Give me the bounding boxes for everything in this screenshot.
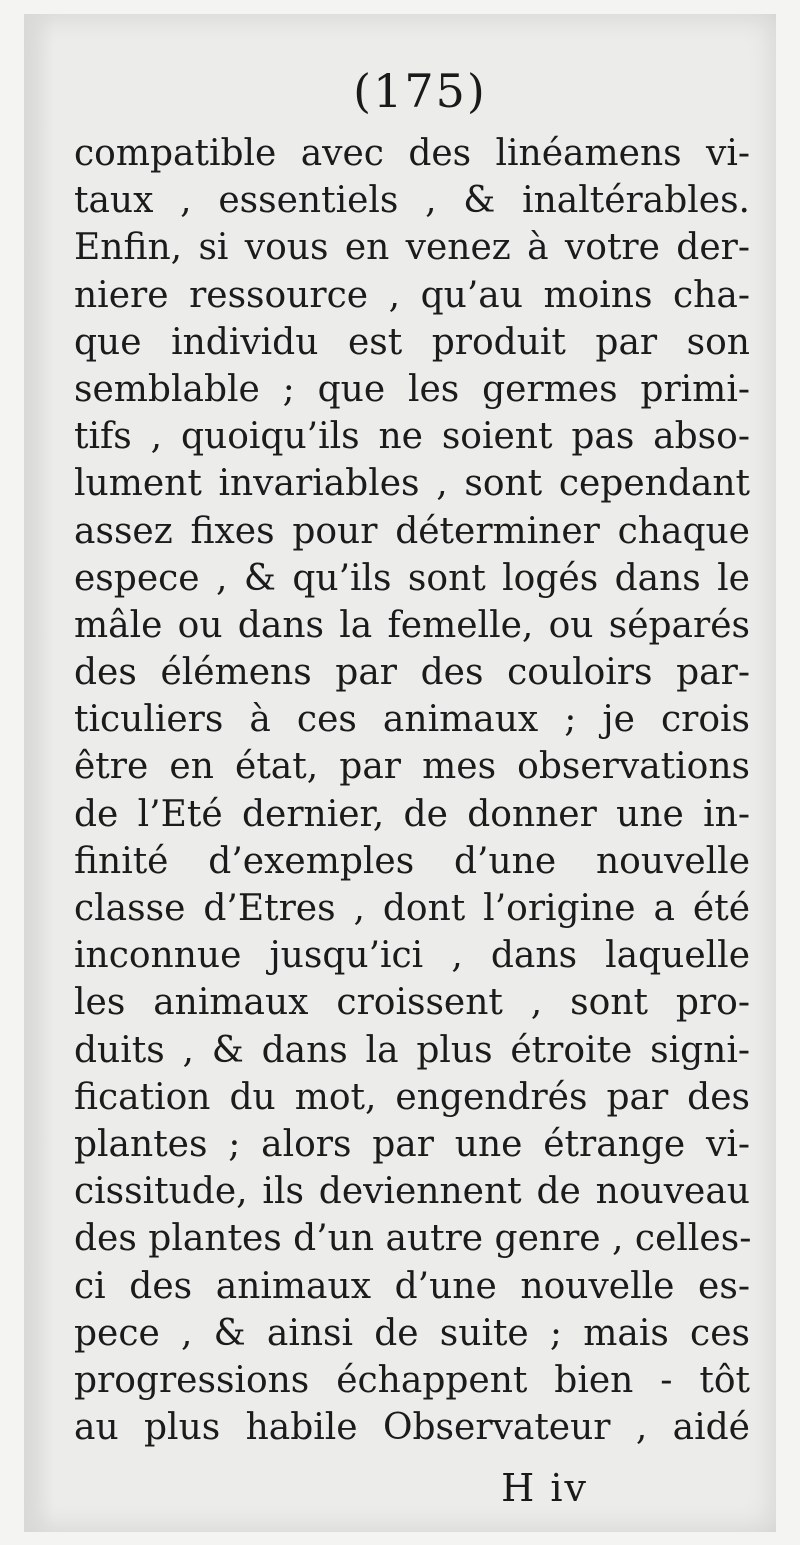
text-line: plantes ; alors par une étrange vi- (74, 1123, 750, 1165)
text-line: taux , essentiels , & inaltérables. (74, 180, 750, 222)
text-line: être en état, par mes observations (74, 746, 750, 788)
text-line: progressions échappent bien - tôt (74, 1359, 750, 1401)
signature-mark: H iv (501, 1466, 588, 1510)
text-line: fication du mot, engendrés par des (74, 1076, 750, 1118)
text-line: duits , & dans la plus étroite signi- (74, 1029, 750, 1071)
text-line: finité d’exemples d’une nouvelle (74, 840, 750, 882)
text-line: ticuliers à ces animaux ; je crois (74, 699, 750, 741)
text-line: des élémens par des couloirs par- (74, 652, 750, 694)
text-line: inconnue jusqu’ici , dans laquelle (74, 935, 750, 977)
book-page (24, 14, 776, 1532)
text-line: classe d’Etres , dont l’origine a été (74, 888, 750, 929)
page-number: (175) (353, 64, 487, 118)
text-line: que individu est produit par son (74, 321, 750, 363)
text-line: des plantes d’un autre genre , celles- (74, 1218, 752, 1260)
text-line: ci des animaux d’une nouvelle es- (74, 1265, 750, 1307)
text-line: tifs , quoiqu’ils ne soient pas abso- (74, 416, 750, 458)
text-line: semblable ; que les germes primi- (74, 368, 750, 410)
text-line: espece , & qu’ils sont logés dans le (74, 557, 750, 599)
text-line: au plus habile Observateur , aidé (74, 1407, 750, 1449)
scan-edge-shadow (24, 14, 54, 1532)
text-line: pece , & ainsi de suite ; mais ces (74, 1312, 750, 1354)
text-line: les animaux croissent , sont pro- (74, 982, 750, 1024)
text-line: assez fixes pour déterminer chaque (74, 510, 750, 552)
text-line: cissitude, ils deviennent de nouveau (74, 1171, 750, 1213)
text-line: mâle ou dans la femelle, ou séparés (74, 604, 750, 646)
text-line: Enfin, si vous en venez à votre der- (74, 227, 750, 269)
text-line: lument invariables , sont cependant (74, 463, 750, 505)
text-line: niere ressource , qu’au moins cha- (74, 274, 750, 316)
text-line: de l’Eté dernier, de donner une in- (74, 793, 750, 835)
body-text (74, 130, 750, 1451)
text-line: compatible avec des linéamens vi- (74, 133, 750, 174)
